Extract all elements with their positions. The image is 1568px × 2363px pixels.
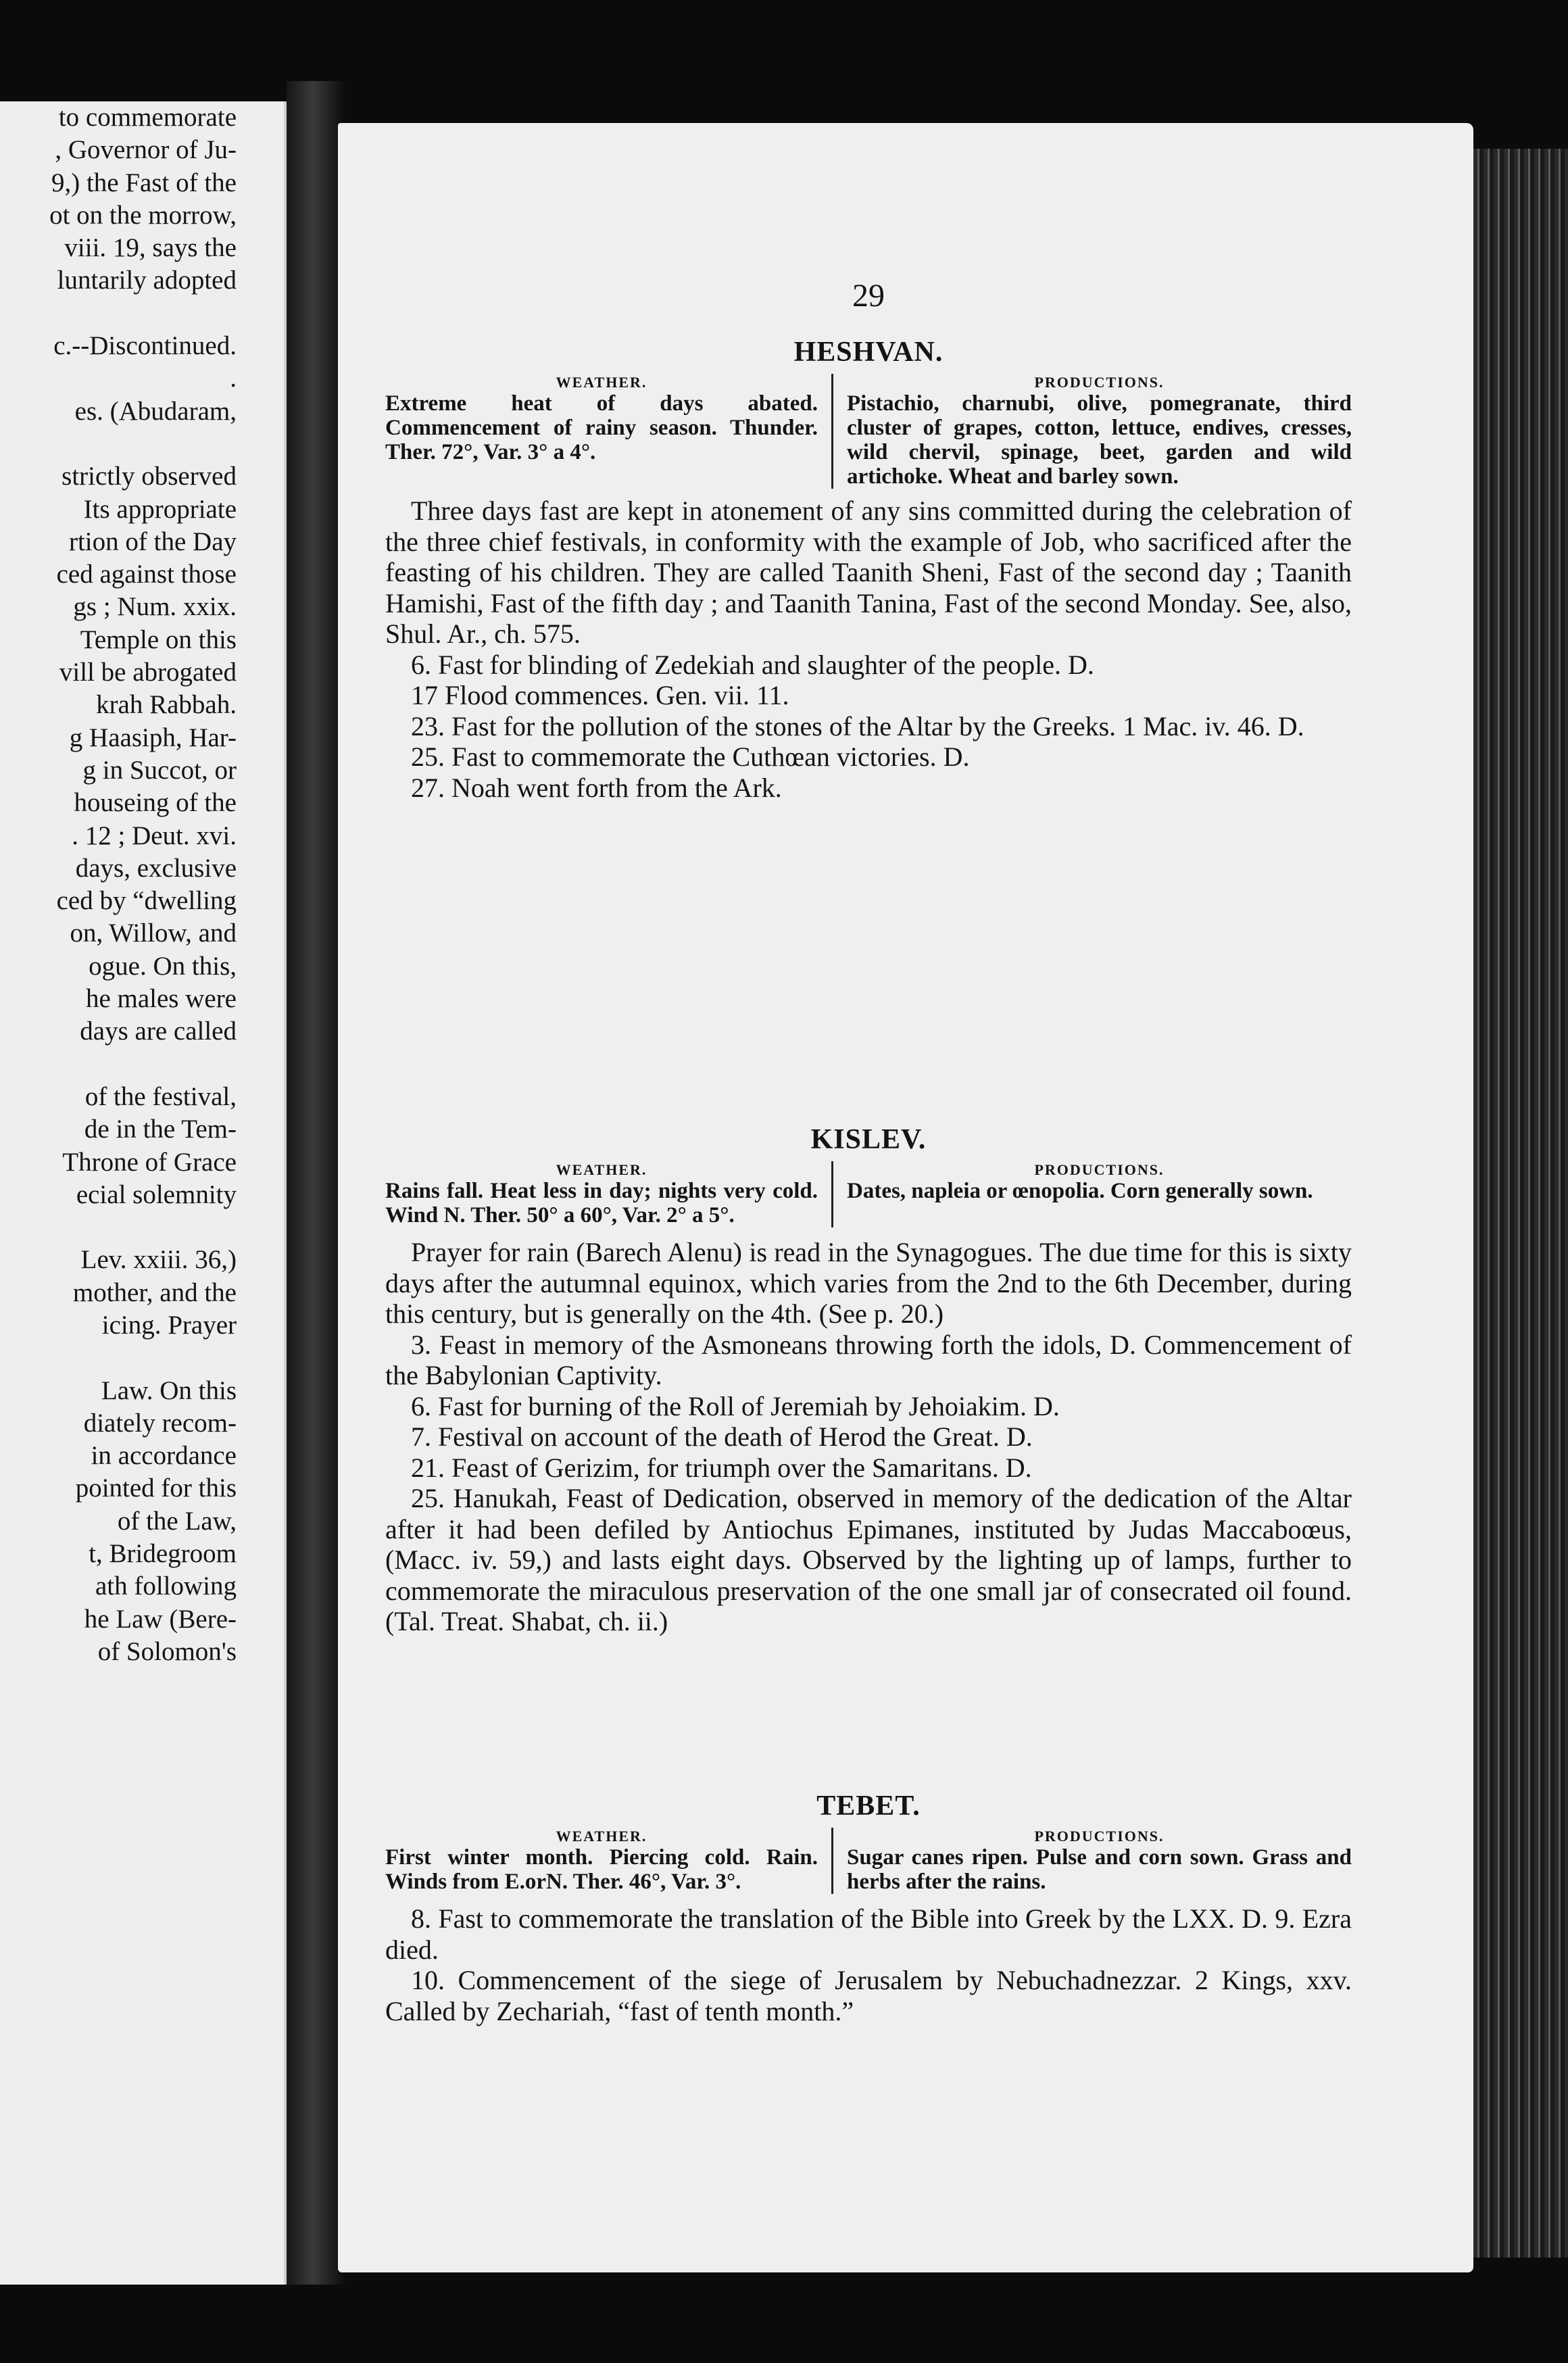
left-page-text — [49, 101, 237, 1668]
left-page-line: to commemorate — [58, 103, 237, 132]
left-page-line: vill be abrogated — [59, 658, 237, 687]
left-page-line: diately recom- — [83, 1408, 237, 1438]
weather-heading: WEATHER. — [556, 1828, 647, 1845]
date-entries — [385, 650, 1352, 804]
weather-column — [385, 1161, 831, 1227]
left-page-line: es. (Abudaram, — [74, 396, 237, 426]
section-intro: Three days fast are kept in atonement of any sins committed during the celebration of the three chief festivals, in conformity with the example of Job, who sacrificed after the feasting of his children. They are called Taanith Sheni, Fast of the second day ; Taanith Hamishi, Fast of the fifth day ; and Taanith Tanina, Fast of the second Monday. See, also, Shul. Ar., ch. 575. — [385, 495, 1352, 649]
date-entry: 6. Fast for burning of the Roll of Jeremiah by Jehoiakim. D. — [411, 1390, 1060, 1421]
section-heshvan — [385, 336, 1352, 803]
date-entry: 27. Noah went forth from the Ark. — [411, 772, 782, 803]
date-entries — [385, 1903, 1352, 2026]
book-gutter — [287, 81, 345, 2285]
left-page-line: strictly observed — [62, 462, 237, 491]
left-page-line: of the Law, — [117, 1506, 237, 1536]
left-page-line: mother, and the — [72, 1277, 237, 1307]
left-page-line — [49, 1211, 237, 1244]
left-page-line: luntarily adopted — [57, 266, 237, 295]
left-page-line — [49, 1048, 237, 1081]
section-tebet — [385, 1790, 1352, 2026]
date-entry: 10. Commencement of the siege of Jerusalem by Nebuchadnezzar. 2 Kings, xxv. Called by Zechariah, “fast of tenth month.” — [385, 1965, 1352, 2026]
left-page-line: , Governor of Ju- — [55, 135, 237, 165]
date-entry: 6. Fast for blinding of Zedekiah and slaughter of the people. D. — [411, 649, 1094, 680]
left-page-line: days, exclusive — [75, 853, 237, 883]
left-page-line: Law. On this — [101, 1375, 237, 1405]
weather-heading: WEATHER. — [556, 1161, 647, 1178]
left-page-line: he males were — [85, 984, 237, 1014]
weather-text: Extreme heat of days abated. Commencement of rainy season. Thunder. Ther. 72°, Var. 3° a 4°. — [385, 391, 818, 464]
climate-table — [385, 1161, 1352, 1227]
date-entry: 8. Fast to commemorate the translation of the Bible into Greek by the LXX. D. 9. Ezra died. — [385, 1903, 1352, 1965]
left-page-line: Lev. xxiii. 36,) — [80, 1245, 237, 1275]
weather-text: First winter month. Piercing cold. Rain. Winds from E.orN. Ther. 46°, Var. 3°. — [385, 1845, 818, 1894]
left-page-line: pointed for this — [75, 1473, 237, 1503]
date-entry: 17 Flood commences. Gen. vii. 11. — [411, 680, 789, 710]
date-entry: 25. Hanukah, Feast of Dedication, observed in memory of the dedication of the Altar after it had been defiled by Antiochus Epimanes, instituted by Judas Maccaboœus, (Macc. iv. 59,) and lasts eight days. Observed by the lighting up of lamps, further to commemorate the miraculous preservation of the one small jar of consecrated oil found. (Tal. Treat. Shabat, ch. ii.) — [385, 1483, 1352, 1636]
productions-heading: PRODUCTIONS. — [1034, 374, 1165, 391]
left-page-line: ced by “dwelling — [56, 886, 237, 916]
date-entry: 7. Festival on account of the death of Herod the Great. D. — [411, 1421, 1033, 1452]
month-title: KISLEV. — [810, 1124, 927, 1155]
left-page-line: c.--Discontinued. — [53, 331, 237, 361]
left-page-line: Temple on this — [80, 625, 237, 654]
left-page-line: Its appropriate — [83, 494, 237, 524]
productions-text: Sugar canes ripen. Pulse and corn sown. Grass and herbs after the rains. — [847, 1845, 1352, 1894]
left-page-line: Throne of Grace — [62, 1147, 237, 1177]
left-page-line: rtion of the Day — [68, 527, 237, 556]
left-page-line: g in Succot, or — [82, 755, 237, 785]
month-title: HESHVAN. — [793, 337, 944, 368]
productions-text: Pistachio, charnubi, olive, pomegranate, third cluster of grapes, cotton, lettuce, endives, cresses, wild chervil, spinage, beet, garden and wild artichoke. Wheat and barley sown. — [847, 391, 1352, 489]
weather-column — [385, 1828, 831, 1894]
left-page-line: houseing of the — [74, 788, 237, 818]
left-page-line: days are called — [80, 1017, 237, 1046]
left-page — [0, 101, 287, 2285]
left-page-line: 9,) the Fast of the — [51, 168, 237, 197]
date-entry: 21. Feast of Gerizim, for triumph over the Samaritans. D. — [411, 1452, 1032, 1483]
left-page-line: krah Rabbah. — [96, 690, 237, 720]
climate-table — [385, 374, 1352, 489]
productions-column — [831, 1828, 1352, 1894]
right-page — [338, 123, 1473, 2272]
left-page-line: ecial solemnity — [76, 1179, 237, 1209]
left-page-line: ced against those — [56, 560, 237, 589]
left-page-line: de in the Tem- — [84, 1115, 237, 1144]
date-entry: 3. Feast in memory of the Asmoneans throwing forth the idols, D. Commencement of the Babylonian Captivity. — [385, 1329, 1352, 1390]
page-number: 29 — [852, 278, 885, 314]
productions-column — [831, 374, 1352, 489]
left-page-line: in accordance — [91, 1441, 237, 1471]
weather-heading: WEATHER. — [556, 374, 647, 391]
left-page-line: of the festival, — [84, 1081, 237, 1111]
productions-heading: PRODUCTIONS. — [1034, 1161, 1165, 1178]
left-page-line: viii. 19, says the — [64, 233, 237, 263]
productions-column — [831, 1161, 1352, 1227]
left-page-line: ath following — [95, 1572, 237, 1601]
productions-heading: PRODUCTIONS. — [1034, 1828, 1165, 1845]
left-page-line: ot on the morrow, — [49, 200, 237, 230]
left-page-line — [49, 428, 237, 460]
left-page-line: icing. Prayer — [101, 1310, 237, 1340]
section-intro: Prayer for rain (Barech Alenu) is read in the Synagogues. The due time for this is sixty days after the autumnal equinox, which varies from the 2nd to the 6th December, during this century, but is generally on the 4th. (See p. 20.) — [385, 1237, 1352, 1329]
left-page-line: g Haasiph, Har- — [69, 723, 237, 752]
left-page-line: ogue. On this, — [89, 951, 237, 981]
left-page-line — [49, 297, 237, 330]
left-page-line: t, Bridegroom — [89, 1539, 237, 1569]
left-page-line: he Law (Bere- — [84, 1604, 237, 1634]
left-page-line — [49, 1342, 237, 1374]
climate-table — [385, 1828, 1352, 1894]
productions-text: Dates, napleia or œnopolia. Corn generally sown. — [847, 1179, 1313, 1203]
left-page-line: . — [230, 364, 237, 393]
weather-text: Rains fall. Heat less in day; nights very cold. Wind N. Ther. 50° a 60°, Var. 2° a 5°. — [385, 1179, 818, 1227]
left-page-line: gs ; Num. xxix. — [73, 592, 237, 622]
weather-column — [385, 374, 831, 489]
left-page-line: on, Willow, and — [70, 919, 237, 948]
date-entries — [385, 1330, 1352, 1637]
left-page-line: . 12 ; Deut. xvi. — [72, 821, 237, 850]
date-entry: 25. Fast to commemorate the Cuthœan victories. D. — [411, 741, 970, 772]
date-entry: 23. Fast for the pollution of the stones of the Altar by the Greeks. 1 Mac. iv. 46. D. — [411, 710, 1304, 741]
page-edges — [1473, 149, 1568, 2258]
month-title: TEBET. — [816, 1790, 921, 1822]
section-kislev — [385, 1123, 1352, 1637]
left-page-line: of Solomon's — [97, 1636, 237, 1666]
